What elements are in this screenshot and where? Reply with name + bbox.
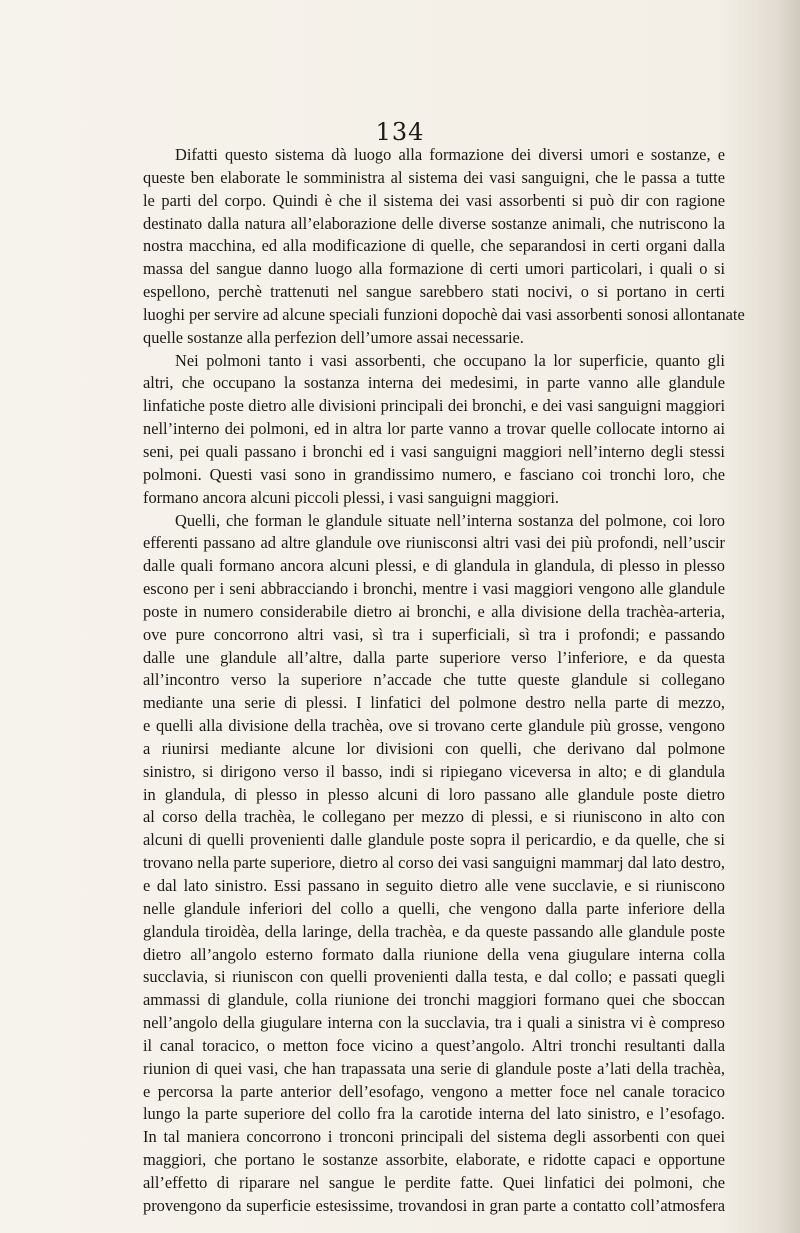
text-line: Difatti questo sistema dà luogo alla formazione dei diversi umori e sostanze, e — [175, 145, 725, 164]
text-line: e dal lato sinistro. Essi passano in seguito dietro alle vene succlavie, e si riuniscono — [143, 876, 725, 895]
text-line: luoghi per servire ad alcune speciali funzioni dopochè dai vasi assorbenti sonosi allontanate — [143, 304, 745, 324]
text-line: poste in numero considerabile dietro ai bronchi, e alla divisione della trachèa-arteria, — [143, 601, 725, 621]
text-line: polmoni. Questi vasi sono in grandissimo numero, e fasciano coi tronchi loro, che — [143, 464, 725, 484]
text-line: e quelli alla divisione della trachèa, ove si trovano certe glandule più grosse, vengono — [143, 716, 725, 736]
text-line: mediante una serie di plessi. I linfatici del polmone destro nella parte di mezzo, — [143, 693, 725, 713]
text-line: destinato dalla natura all’elaborazione delle diverse sostanze animali, che nutriscono la — [143, 213, 725, 233]
text-line: e percorsa la parte anterior dell’esofago, vengono a metter foce nel canale toracico — [143, 1081, 725, 1101]
text-line: Nei polmoni tanto i vasi assorbenti, che occupano la lor superficie, quanto gli — [175, 350, 725, 370]
text-line: linfatiche poste dietro alle divisioni principali dei bronchi, e dei vasi sanguigni maggiori — [143, 396, 725, 416]
text-line: ove pure concorrono altri vasi, sì tra i superficiali, sì tra i profondi; e passando — [143, 624, 725, 644]
text-line: dalle quali formano ancora alcuni plessi, e di glandula in glandula, di plesso in plesso — [143, 556, 725, 576]
text-line: trovano nella parte superiore, dietro al corso dei vasi sanguigni mammarj dal lato destro, — [143, 853, 725, 873]
text-line: nelle glandule inferiori del collo a quelli, che vengono dalla parte inferiore della — [143, 898, 725, 918]
text-line: escono per i seni abbracciando i bronchi, mentre i vasi maggiori vengono alle glandule — [143, 579, 725, 599]
text-line: all’effetto di riparare nel sangue le perdite fatte. Quei linfatici dei polmoni, che — [143, 1172, 725, 1192]
text-line: succlavia, si riuniscon con quelli provenienti dalla testa, e dal collo; e passati quegli — [143, 967, 725, 987]
text-line: ammassi di glandule, colla riunione dei tronchi maggiori formano quei che sboccan — [143, 990, 725, 1010]
text-line: il canal toracico, o metton foce vicino a quest’angolo. Altri tronchi resultanti dalla — [143, 1035, 725, 1055]
body-text — [143, 144, 745, 1218]
text-line: le parti del corpo. Quindi è che il sistema dei vasi assorbenti si può dir con ragione — [143, 190, 725, 210]
text-line: nostra macchina, ed alla modificazione di quelle, che separandosi in certi organi dalla — [143, 236, 725, 256]
text-line: quelle sostanze alla perfezion dell’umore assai necessarie. — [143, 327, 524, 347]
text-line: Quelli, che forman le glandule situate nell’interna sostanza del polmone, coi loro — [175, 510, 725, 530]
page-number: 134 — [375, 118, 425, 146]
text-line: espellono, perchè trattenuti nel sangue sarebbero stati nocivi, o si portano in certi — [143, 282, 725, 302]
text-line: formano ancora alcuni piccoli plessi, i vasi sanguigni maggiori. — [143, 487, 560, 507]
text-line: sinistro, si dirigono verso il basso, indi si ripiegano viceversa in alto; e di glandula — [143, 761, 725, 781]
text-line: seni, pei quali passano i bronchi ed i vasi sanguigni maggiori nell’interno degli stessi — [143, 441, 725, 461]
text-line: alcuni di quelli provenienti dalle glandule poste sopra il pericardio, e da quelle, che si — [143, 830, 725, 850]
text-line: In tal maniera concorrono i tronconi principali del sistema degli assorbenti con quei — [143, 1127, 725, 1147]
text-line: lungo la parte superiore del collo fra la carotide interna del lato sinistro, e l’esofago. — [143, 1104, 725, 1124]
text-line: glandula tiroidèa, della laringe, della trachèa, e da queste passando alle glandule poste — [143, 921, 725, 941]
text-line: altri, che occupano la sostanza interna dei medesimi, in parte vanno alle glandule — [143, 373, 725, 393]
text-line: massa del sangue danno luogo alla formazione di certi umori particolari, i quali o si — [143, 259, 725, 279]
text-line: queste ben elaborate le somministra al sistema dei vasi sanguigni, che le passa a tutte — [143, 167, 725, 187]
text-line: dalle une glandule all’altre, dalla parte superiore verso l’inferiore, e da questa — [143, 647, 725, 667]
text-line: all’incontro verso la superiore n’accade che tutte queste glandule si collegano — [143, 670, 725, 690]
text-line: dietro all’angolo esterno formato dalla riunione della vena giugulare interna colla — [143, 944, 725, 964]
text-line: provengono da superficie estesissime, trovandosi in gran parte a contatto coll’atmosfera — [143, 1195, 725, 1215]
text-line: nell’interno dei polmoni, ed in altra lor parte vanno a trovar quelle collocate intorno ai — [143, 419, 725, 439]
text-line: nell’angolo della giugulare interna con la succlavia, tra i quali a sinistra vi è compreso — [143, 1013, 725, 1033]
text-line: in glandula, di plesso in plesso alcuni di loro passano alle glandule poste dietro — [143, 784, 725, 804]
text-line: efferenti passano ad altre glandule ove riunisconsi altri vasi dei più profondi, nell’uscir — [143, 533, 725, 553]
text-line: maggiori, che portano le sostanze assorbite, elaborate, e ridotte capaci e opportune — [143, 1150, 725, 1170]
text-line: al corso della trachèa, le collegano per mezzo di plessi, e si riuniscono in alto con — [143, 807, 725, 827]
text-line: a riunirsi mediante alcune lor divisioni con quelli, che derivano dal polmone — [143, 738, 725, 758]
text-line: riunion di quei vasi, che han trapassata una serie di glandule poste a’lati della trachèa, — [143, 1058, 725, 1078]
